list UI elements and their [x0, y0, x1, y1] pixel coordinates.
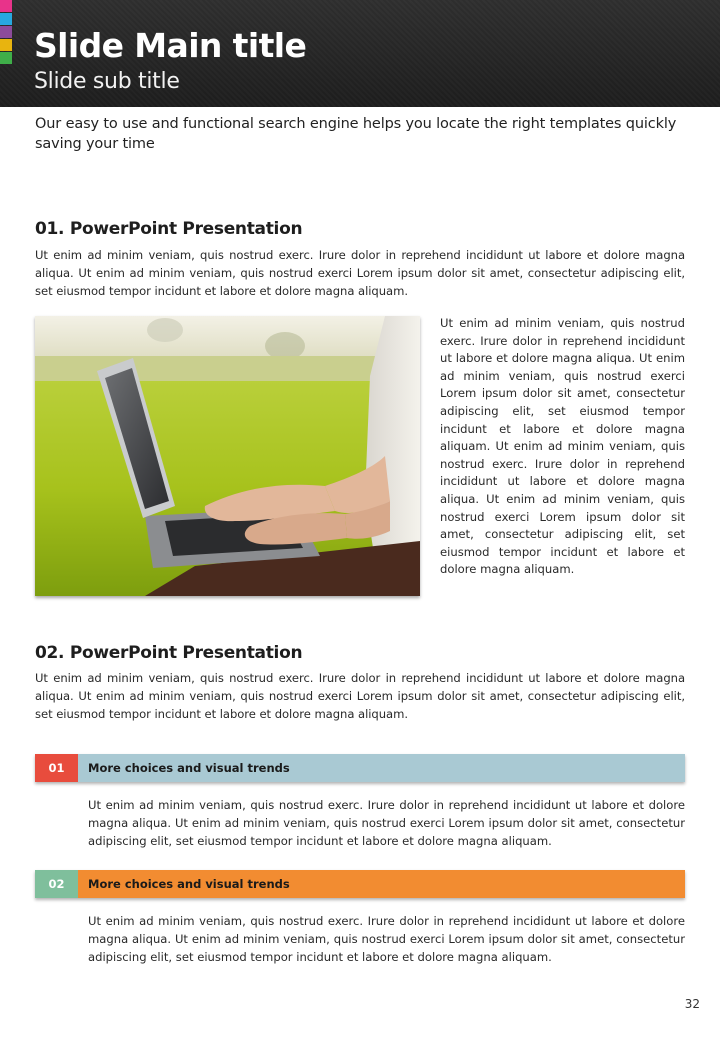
strip-swatch-purple	[0, 26, 12, 38]
item-1-number: 01	[35, 754, 78, 782]
item-2-label: More choices and visual trends	[88, 877, 290, 891]
strip-swatch-pink	[0, 0, 12, 12]
item-2-number: 02	[35, 870, 78, 898]
section-1-heading: 01. PowerPoint Presentation	[35, 219, 303, 239]
item-1-label: More choices and visual trends	[88, 761, 290, 775]
laptop-photo-illustration	[35, 316, 420, 596]
section-2-heading: 02. PowerPoint Presentation	[35, 643, 303, 663]
laptop-photo	[35, 316, 420, 596]
item-2-bar	[35, 870, 685, 898]
section-2-paragraph: Ut enim ad minim veniam, quis nostrud exerc. Irure dolor in reprehend incididunt ut labore et dolore magna aliqua. Ut enim ad minim veniam, quis nostrud exerci Lorem ipsum dolor sit amet, consectetur adipiscing elit, set eiusmod tempor incidunt et labore et dolore magna aliquam.	[35, 671, 685, 721]
slide-header	[0, 0, 720, 107]
strip-swatch-yellow	[0, 39, 12, 51]
strip-swatch-green	[0, 52, 12, 64]
color-strip	[0, 0, 12, 65]
item-2-text: Ut enim ad minim veniam, quis nostrud exerc. Irure dolor in reprehend incididunt ut labore et dolore magna aliqua. Ut enim ad minim veniam, quis nostrud exerci Lorem ipsum dolor sit amet, consectetur adipiscing elit, set eiusmod tempor incidunt et labore et dolore magna aliquam.	[88, 914, 685, 964]
section-1-paragraph: Ut enim ad minim veniam, quis nostrud exerc. Irure dolor in reprehend incididunt ut labore et dolore magna aliqua. Ut enim ad minim veniam, quis nostrud exerci Lorem ipsum dolor sit amet, consectetur adipiscing elit, set eiusmod tempor incidunt et labore et dolore magna aliquam.	[35, 248, 685, 298]
strip-swatch-blue	[0, 13, 12, 25]
section-1-side-text: Ut enim ad minim veniam, quis nostrud exerc. Irure dolor in reprehend incididunt ut labore et dolore magna aliqua. Ut enim ad minim veniam, quis nostrud exerci Lorem ipsum dolor sit amet, consectetur adipiscing elit, set eiusmod tempor incidunt et labore et dolore magna aliquam. Ut enim ad minim veniam, quis nostrud exerc. Irure dolor in reprehend incididunt ut labore et dolore magna aliqua. Ut enim ad minim veniam, quis nostrud exerci Lorem ipsum dolor sit amet, consectetur adipiscing elit, set eiusmod tempor incidunt et labore et dolore magna aliquam.	[440, 316, 685, 577]
page-subtitle: Slide sub title	[34, 69, 180, 94]
item-1-text: Ut enim ad minim veniam, quis nostrud exerc. Irure dolor in reprehend incididunt ut labore et dolore magna aliqua. Ut enim ad minim veniam, quis nostrud exerci Lorem ipsum dolor sit amet, consectetur adipiscing elit, set eiusmod tempor incidunt et labore et dolore magna aliquam.	[88, 798, 685, 848]
intro-text: Our easy to use and functional search engine helps you locate the right templates quickly saving your time	[35, 116, 677, 152]
item-1-bar	[35, 754, 685, 782]
page-title: Slide Main title	[34, 26, 307, 65]
page-number: 32	[684, 997, 700, 1011]
